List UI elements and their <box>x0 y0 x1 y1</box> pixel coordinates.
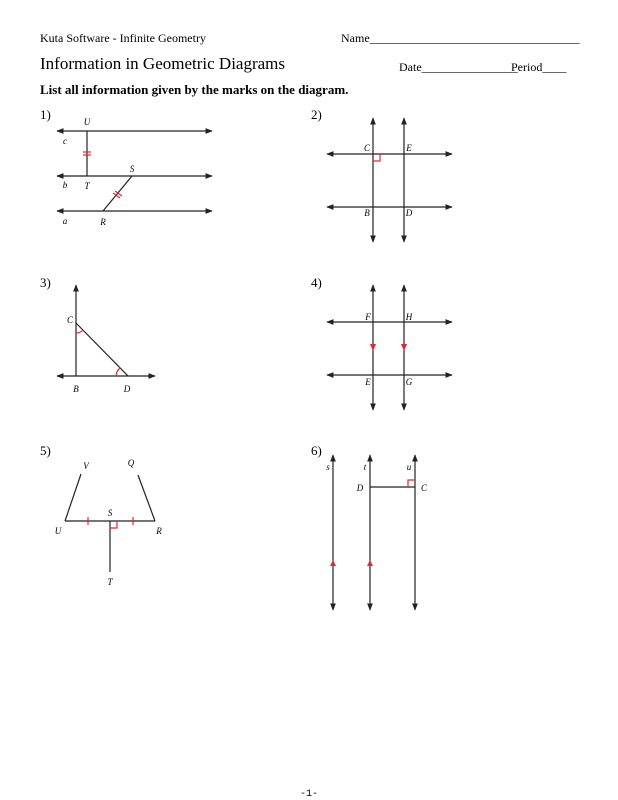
problem-number: 4) <box>311 275 322 290</box>
label: B <box>364 208 370 218</box>
label: C <box>363 143 371 153</box>
instructions: List all information given by the marks on the diagram. <box>40 82 349 97</box>
page-title: Information in Geometric Diagrams <box>40 54 286 73</box>
label: S <box>129 164 135 174</box>
label: U <box>83 117 91 127</box>
label: C <box>66 315 74 325</box>
label: t <box>363 462 367 472</box>
label: c <box>63 136 67 146</box>
problem-number: 1) <box>40 107 51 122</box>
date-field[interactable]: Date________________ <box>399 60 518 74</box>
congruence-marks <box>83 152 122 198</box>
label: B <box>73 384 79 394</box>
diagram-2 <box>327 118 452 242</box>
diagram-4 <box>327 285 452 410</box>
label: R <box>100 217 106 227</box>
label: b <box>62 180 68 190</box>
problem-number: 2) <box>311 107 322 122</box>
label: D <box>123 384 131 394</box>
label: D <box>356 483 364 493</box>
diagram-1 <box>57 131 212 211</box>
period-field[interactable]: Period____ <box>511 60 567 74</box>
label: H <box>405 312 413 322</box>
label: V <box>83 461 89 471</box>
diagram-6 <box>330 455 415 610</box>
problem-number: 5) <box>40 443 51 458</box>
label: T <box>107 577 113 587</box>
label: E <box>406 143 412 153</box>
diagram-3 <box>57 285 155 376</box>
name-field[interactable]: Name___________________________________ <box>341 31 580 45</box>
publisher-label: Kuta Software - Infinite Geometry <box>40 31 206 45</box>
label: a <box>62 216 68 226</box>
label: T <box>84 181 90 191</box>
label: u <box>406 462 412 472</box>
diagram-5 <box>65 474 155 572</box>
parallel-arrow-marks <box>330 560 373 566</box>
right-angle-mark <box>373 154 380 161</box>
label: R <box>156 526 162 536</box>
label: G <box>405 377 413 387</box>
problem-number: 3) <box>40 275 51 290</box>
problem-number: 6) <box>311 443 322 458</box>
label: S <box>107 508 113 518</box>
label: U <box>54 526 62 536</box>
angle-mark-C <box>76 330 83 333</box>
angle-mark-D <box>116 368 120 376</box>
label: Q <box>127 458 135 468</box>
page-number: -1- <box>300 789 319 800</box>
label: C <box>420 483 428 493</box>
label: s <box>326 462 330 472</box>
label: D <box>405 208 413 218</box>
label: F <box>365 312 371 322</box>
parallel-arrow-marks <box>370 344 407 351</box>
label: E <box>365 377 371 387</box>
